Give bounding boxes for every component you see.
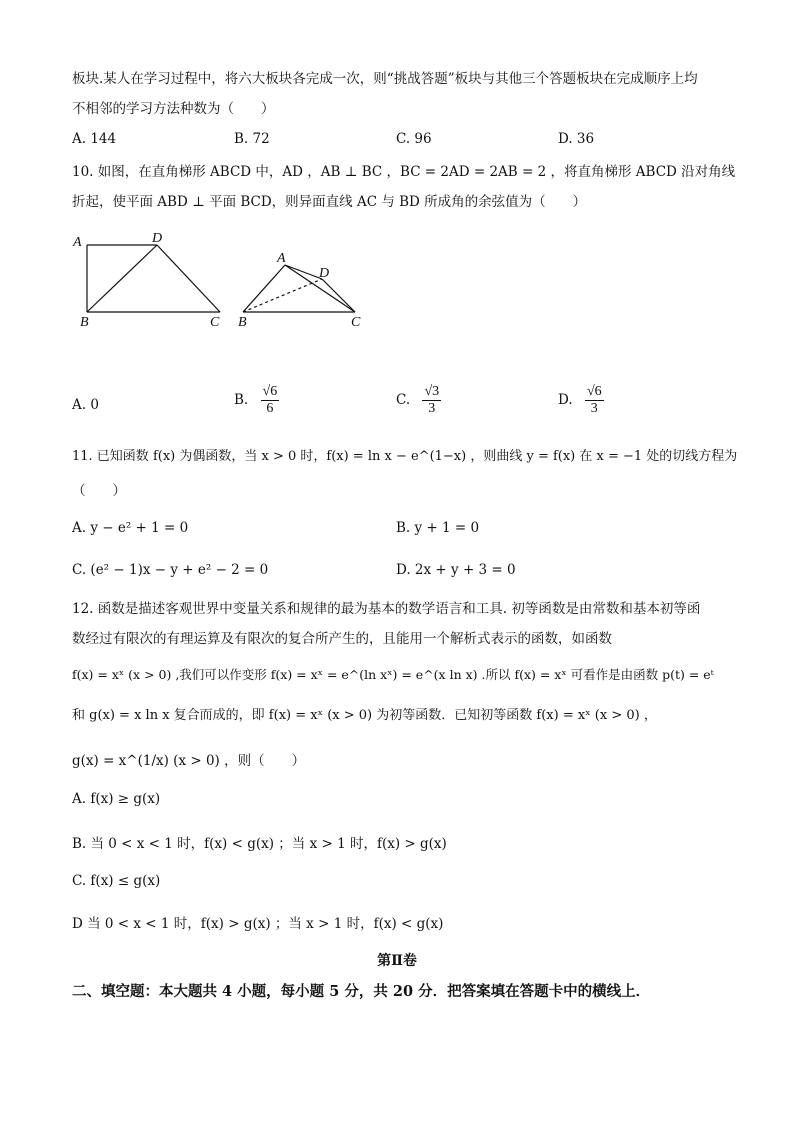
q11-option-d: D. 2x + y + 3 = 0 (396, 562, 516, 578)
q12-line2: 数经过有限次的有理运算及有限次的复合所产生的，且能用一个解析式表示的函数，如函数 (72, 631, 612, 647)
section-heading: 二、填空题：本大题共 4 小题，每小题 5 分，共 20 分．把答案填在答题卡中的横线上． (72, 983, 651, 1000)
q11-line2: （ ） (72, 483, 126, 499)
q10-option-d-den: 3 (590, 401, 598, 416)
q10-option-b-num: √6 (262, 384, 278, 399)
q9-line1: 板块.某人在学习过程中，将六大板块各完成一次，则“挑战答题”板块与其他三个答题板块在完成顺序上均 (72, 71, 698, 87)
q9-line2: 不相邻的学习方法种数为（ ） (72, 101, 275, 117)
fig-label-a2: A (277, 251, 286, 266)
q10-option-c-num: √3 (424, 384, 440, 399)
q11-option-b: B. y + 1 = 0 (396, 520, 480, 536)
q12-line1: 12. 函数是描述客观世界中变量关系和规律的最为基本的数学语言和工具. 初等函数是由常数和基本初等函 (72, 601, 701, 617)
q10-option-b-prefix: B. (234, 392, 249, 408)
q12-option-b: B. 当 0 < x < 1 时，f(x) < g(x) ；当 x > 1 时，f(x) > g(x) (72, 836, 447, 852)
q10-option-b (234, 384, 279, 417)
trapezoid-figure (87, 245, 220, 312)
q10-option-a: A. 0 (72, 397, 99, 413)
fig-label-c1: C (210, 315, 220, 330)
edge-ba (243, 265, 285, 312)
q10-option-b-den: 6 (266, 401, 274, 416)
q12-option-a: A. f(x) ≥ g(x) (72, 791, 161, 807)
q10-option-c-prefix: C. (396, 392, 411, 408)
edge-bd2 (243, 279, 322, 312)
q10-option-c (396, 384, 441, 417)
q10-option-d-num: √6 (586, 384, 602, 399)
folded-figure (243, 265, 355, 312)
fig-label-d1: D (152, 231, 163, 246)
q12-option-c: C. f(x) ≤ g(x) (72, 873, 161, 889)
q12-option-d: D 当 0 < x < 1 时，f(x) > g(x) ；当 x > 1 时，f(x) < g(x) (72, 916, 444, 932)
q9-option-a: A. 144 (72, 131, 117, 147)
fig-label-b2: B (238, 315, 247, 330)
fig-label-d2: D (319, 266, 330, 281)
q10-option-d (558, 384, 604, 417)
fig-label-c2: C (351, 315, 361, 330)
q11-line1: 11. 已知函数 f(x) 为偶函数，当 x > 0 时，f(x) = ln x − e^(1−x) ，则曲线 y = f(x) 在 x = −1 处的切线方程为 (72, 449, 738, 464)
q9-option-b: B. 72 (234, 131, 270, 147)
fig-label-a1: A (73, 235, 82, 250)
q10-line2: 折起，使平面 ABD ⊥ 平面 BCD，则异面直线 AC 与 BD 所成角的余弦值为（ ） (72, 194, 587, 210)
q10-figure (60, 225, 380, 340)
q11-option-a: A. y − e² + 1 = 0 (72, 520, 189, 536)
edge-dc (157, 245, 220, 312)
fig-label-b1: B (80, 315, 89, 330)
q9-option-d: D. 36 (558, 131, 595, 147)
q12-line5: g(x) = x^(1/x) (x > 0) ，则（ ） (72, 753, 306, 769)
q10-line1: 10. 如图，在直角梯形 ABCD 中，AD ，AB ⊥ BC ，BC = 2AD = 2AB = 2 ，将直角梯形 ABCD 沿对角线 (72, 164, 736, 180)
edge-bd (87, 245, 157, 312)
edge-dc2 (322, 279, 355, 312)
q10-option-d-prefix: D. (558, 392, 573, 408)
q10-option-c-den: 3 (428, 401, 436, 416)
q11-option-c: C. (e² − 1)x − y + e² − 2 = 0 (72, 562, 269, 578)
q12-line3: f(x) = xˣ (x > 0) ,我们可以作变形 f(x) = xˣ = e^(ln xˣ) = e^(x ln x) .所以 f(x) = xˣ 可看作是由函数 p(t) = eᵗ (72, 667, 714, 682)
q12-line4: 和 g(x) = x ln x 复合而成的，即 f(x) = xˣ (x > 0) 为初等函数．已知初等函数 f(x) = xˣ (x > 0) ， (72, 708, 657, 723)
q9-option-c: C. 96 (396, 131, 432, 147)
section-title: 第Ⅱ卷 (377, 953, 417, 969)
